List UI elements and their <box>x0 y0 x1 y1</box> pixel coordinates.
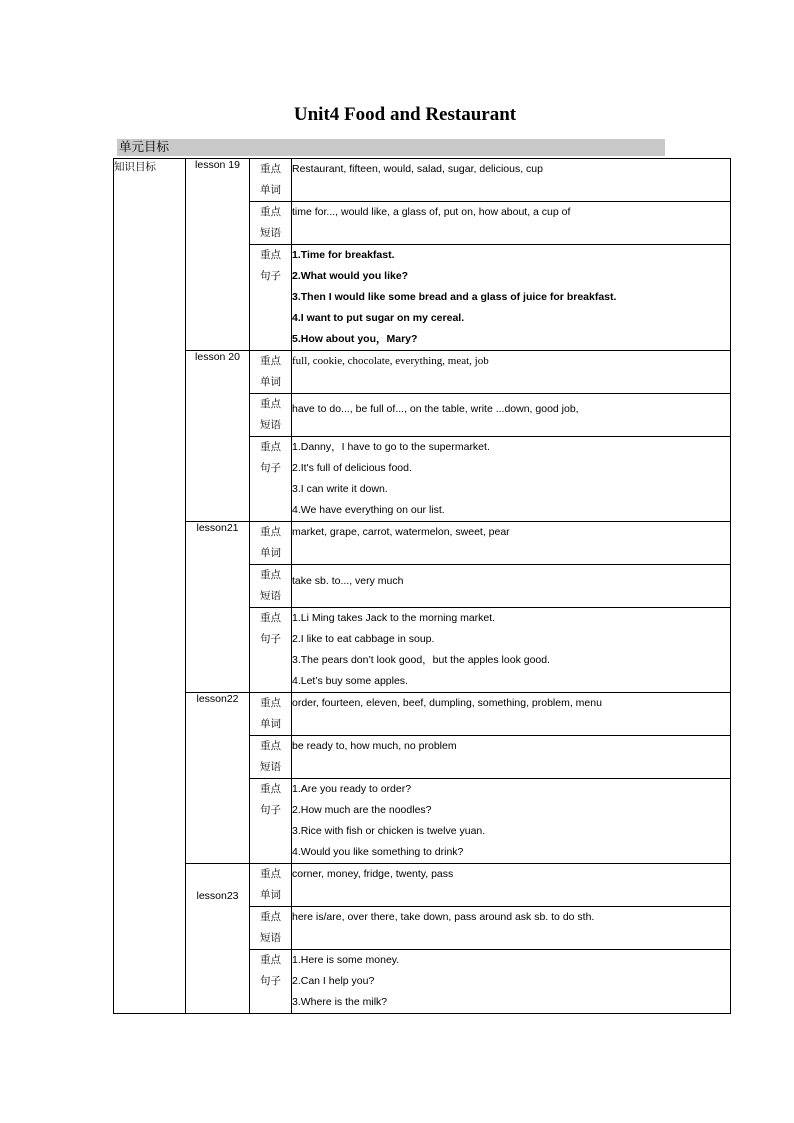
table-row <box>114 693 731 736</box>
category-words: 重点 单词 <box>250 351 292 394</box>
key-words: order, fourteen, eleven, beef, dumpling, something, problem, menu <box>292 693 731 736</box>
key-sentences: 1.Here is some money. 2.Can I help you? 3.Where is the milk? <box>292 950 731 1014</box>
category-sentences: 重点 句子 <box>250 437 292 522</box>
category-sentences: 重点 句子 <box>250 950 292 1014</box>
key-phrases: have to do..., be full of..., on the table, write ...down, good job, <box>292 394 731 437</box>
lesson-name: lesson23 <box>186 864 250 1014</box>
table-row <box>114 864 731 907</box>
key-sentences: 1.Are you ready to order? 2.How much are the noodles? 3.Rice with fish or chicken is twelve yuan. 4.Would you like something to drink? <box>292 779 731 864</box>
document-title: Unit4 Food and Restaurant <box>293 104 517 125</box>
lesson-name: lesson 20 <box>186 351 250 522</box>
category-phrases: 重点 短语 <box>250 736 292 779</box>
lesson-name: lesson21 <box>186 522 250 693</box>
key-phrases: here is/are, over there, take down, pass around ask sb. to do sth. <box>292 907 731 950</box>
key-words: market, grape, carrot, watermelon, sweet, pear <box>292 522 731 565</box>
category-sentences: 重点 句子 <box>250 608 292 693</box>
category-words: 重点 单词 <box>250 693 292 736</box>
key-sentences: 1.Li Ming takes Jack to the morning market. 2.I like to eat cabbage in soup. 3.The pears don’t look good，but the apples look good. 4.Let’s buy some apples. <box>292 608 731 693</box>
key-phrases: be ready to, how much, no problem <box>292 736 731 779</box>
category-words: 重点 单词 <box>250 522 292 565</box>
key-words: corner, money, fridge, twenty, pass <box>292 864 731 907</box>
key-words: Restaurant, fifteen, would, salad, sugar, delicious, cup <box>292 159 731 202</box>
key-sentences: 1.Danny，I have to go to the supermarket. 2.It's full of delicious food. 3.I can write it down. 4.We have everything on our list. <box>292 437 731 522</box>
category-words: 重点 单词 <box>250 864 292 907</box>
table-row <box>114 522 731 565</box>
category-phrases: 重点 短语 <box>250 394 292 437</box>
lesson-plan-table <box>113 158 731 1014</box>
key-phrases: take sb. to..., very much <box>292 565 731 608</box>
table-row <box>114 159 731 202</box>
unit-goal-header: 单元目标 <box>117 139 665 156</box>
category-sentences: 重点 句子 <box>250 779 292 864</box>
category-sentences: 重点 句子 <box>250 245 292 351</box>
category-words: 重点 单词 <box>250 159 292 202</box>
key-phrases: time for..., would like, a glass of, put on, how about, a cup of <box>292 202 731 245</box>
lesson-name: lesson 19 <box>186 159 250 351</box>
category-phrases: 重点 短语 <box>250 565 292 608</box>
knowledge-goal-label: 知识目标 <box>114 159 186 1014</box>
key-words: full, cookie, chocolate, everything, meat, job <box>292 351 731 394</box>
lesson-name: lesson22 <box>186 693 250 864</box>
key-sentences: 1.Time for breakfast. 2.What would you like? 3.Then I would like some bread and a glass of juice for breakfast. 4.I want to put sugar on my cereal. 5.How about you，Mary? <box>292 245 731 351</box>
category-phrases: 重点 短语 <box>250 907 292 950</box>
category-phrases: 重点 短语 <box>250 202 292 245</box>
table-row <box>114 351 731 394</box>
